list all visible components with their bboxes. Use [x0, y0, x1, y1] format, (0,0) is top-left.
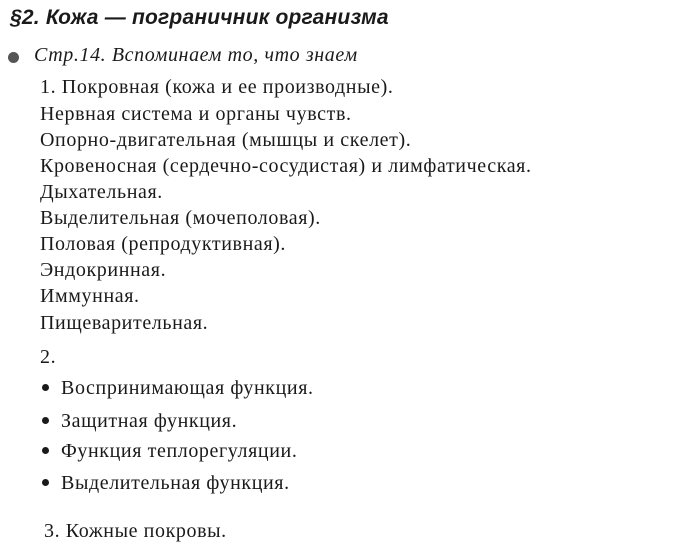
answer1-line: Нервная система и органы чувств.	[40, 103, 352, 125]
answer2-list-item	[40, 377, 314, 400]
list-item-text: Выделительная функция.	[61, 472, 290, 494]
bullet-icon	[42, 479, 49, 486]
list-item-text: Функция теплорегуляции.	[61, 440, 298, 462]
answer1-line: Эндокринная.	[40, 259, 167, 281]
section-title: §2. Кожа — пограничник организма	[10, 6, 389, 29]
answer2-list-item	[40, 440, 297, 463]
answer3: 3. Кожные покровы.	[44, 520, 227, 542]
list-item-text: Защитная функция.	[61, 410, 238, 432]
answer1-line: Иммунная.	[40, 285, 140, 307]
answer1-line: Кровеносная (сердечно-сосудистая) и лимфатическая.	[40, 155, 532, 177]
list-item-text: Воспринимающая функция.	[61, 377, 314, 399]
answer1-line: Пищеварительная.	[40, 312, 209, 334]
answer1-line: Опорно-двигательная (мышцы и скелет).	[40, 129, 412, 151]
section-bullet-icon	[8, 52, 19, 63]
bullet-icon	[42, 417, 49, 424]
answer1-line: Половая (репродуктивная).	[40, 233, 287, 255]
subtitle: Стр.14. Вспоминаем то, что знаем	[34, 44, 358, 66]
bullet-icon	[42, 384, 49, 391]
bullet-icon	[42, 447, 49, 454]
answer1-line: Дыхательная.	[40, 181, 163, 203]
answer2-list-item	[40, 410, 237, 433]
answer2-list-item	[40, 472, 290, 495]
answer1-line: Выделительная (мочеполовая).	[40, 207, 321, 229]
answer1-line: 1. Покровная (кожа и ее производные).	[40, 76, 394, 98]
answer2-number: 2.	[40, 346, 57, 368]
